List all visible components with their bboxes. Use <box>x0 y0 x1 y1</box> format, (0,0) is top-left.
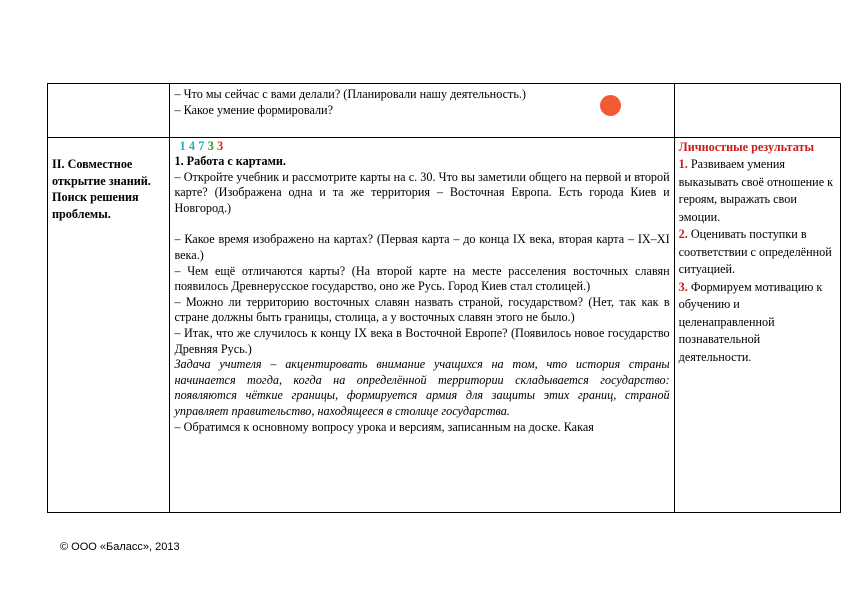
results-cell-empty <box>674 84 840 138</box>
result-text: Развиваем умения выказывать своё отношение к героям, выражать свои эмоции. <box>678 157 834 224</box>
result-item <box>679 156 836 226</box>
orange-marker-icon <box>600 95 621 116</box>
content-cell <box>170 84 674 138</box>
content-cell <box>170 138 674 513</box>
result-number: 3. <box>678 279 688 294</box>
paragraph: – Чем ещё отличаются карты? (На второй карте на месте расселения восточных славян появилось Древнерусское государство, оно же Русь. Город Киев стал столицей.) <box>174 263 670 294</box>
number-sequence <box>179 139 669 154</box>
number-item: 1 <box>179 139 186 153</box>
paragraph: – Обратимся к основному вопросу урока и версиям, записанным на доске. Какая <box>174 419 594 434</box>
section-heading: 1. Работа с картами. <box>174 154 286 168</box>
dialog-line: – Что мы сейчас с вами делали? (Планировали нашу деятельность.) <box>174 87 526 101</box>
dialog-line: – Какое умение формировали? <box>174 102 333 117</box>
number-item: 7 <box>198 139 205 153</box>
number-item: 4 <box>188 139 196 153</box>
paragraph: – Можно ли территорию восточных славян назвать страной, государством? (Нет, так как в стране должны быть границы, столица, а у восточных славян этого не было.) <box>174 294 670 325</box>
result-text: Формируем мотивацию к обучению и целенаправленной познавательной деятельности. <box>678 279 823 364</box>
stage-cell <box>48 138 170 513</box>
paragraph: – Какое время изображено на картах? (Первая карта – до конца IX века, вторая карта – IX–XI века.) <box>174 232 670 262</box>
result-item <box>679 226 836 279</box>
teacher-task: Задача учителя – акцентировать внимание учащихся на том, что история страны начинается тогда, когда на определённой территории складывается государство: появляются чёткие границы, формируется армия для защиты этих границ, страной управляет правительство, находящееся в столице государства. <box>174 357 670 418</box>
paragraph: – Откройте учебник и рассмотрите карты на с. 30. Что вы заметили общего на первой и второй карте? (Изображена одна и та же территория – Восточная Европа. Есть города Киев и Новгород.) <box>174 169 670 215</box>
result-number: 2. <box>678 227 688 241</box>
result-number: 1. <box>678 157 688 171</box>
table-row <box>48 84 841 138</box>
results-title: Личностные результаты <box>678 140 814 154</box>
stage-cell-empty <box>48 84 170 138</box>
lesson-table <box>47 83 841 513</box>
number-item: 3 <box>216 139 224 153</box>
number-item: 3 <box>207 139 214 153</box>
result-text: Оценивать поступки в соответствии с определённой ситуацией. <box>678 227 832 276</box>
copyright-footer: © ООО «Баласс», 2013 <box>60 541 180 553</box>
stage-label: II. Совместное открытие знаний. Поиск решения проблемы. <box>52 157 151 221</box>
paragraph: – Итак, что же случилось к концу IX века в Восточной Европе? (Появилось новое государство Древняя Русь.) <box>174 325 670 356</box>
table-row <box>48 138 841 513</box>
results-cell <box>674 138 840 513</box>
result-item <box>679 279 836 367</box>
